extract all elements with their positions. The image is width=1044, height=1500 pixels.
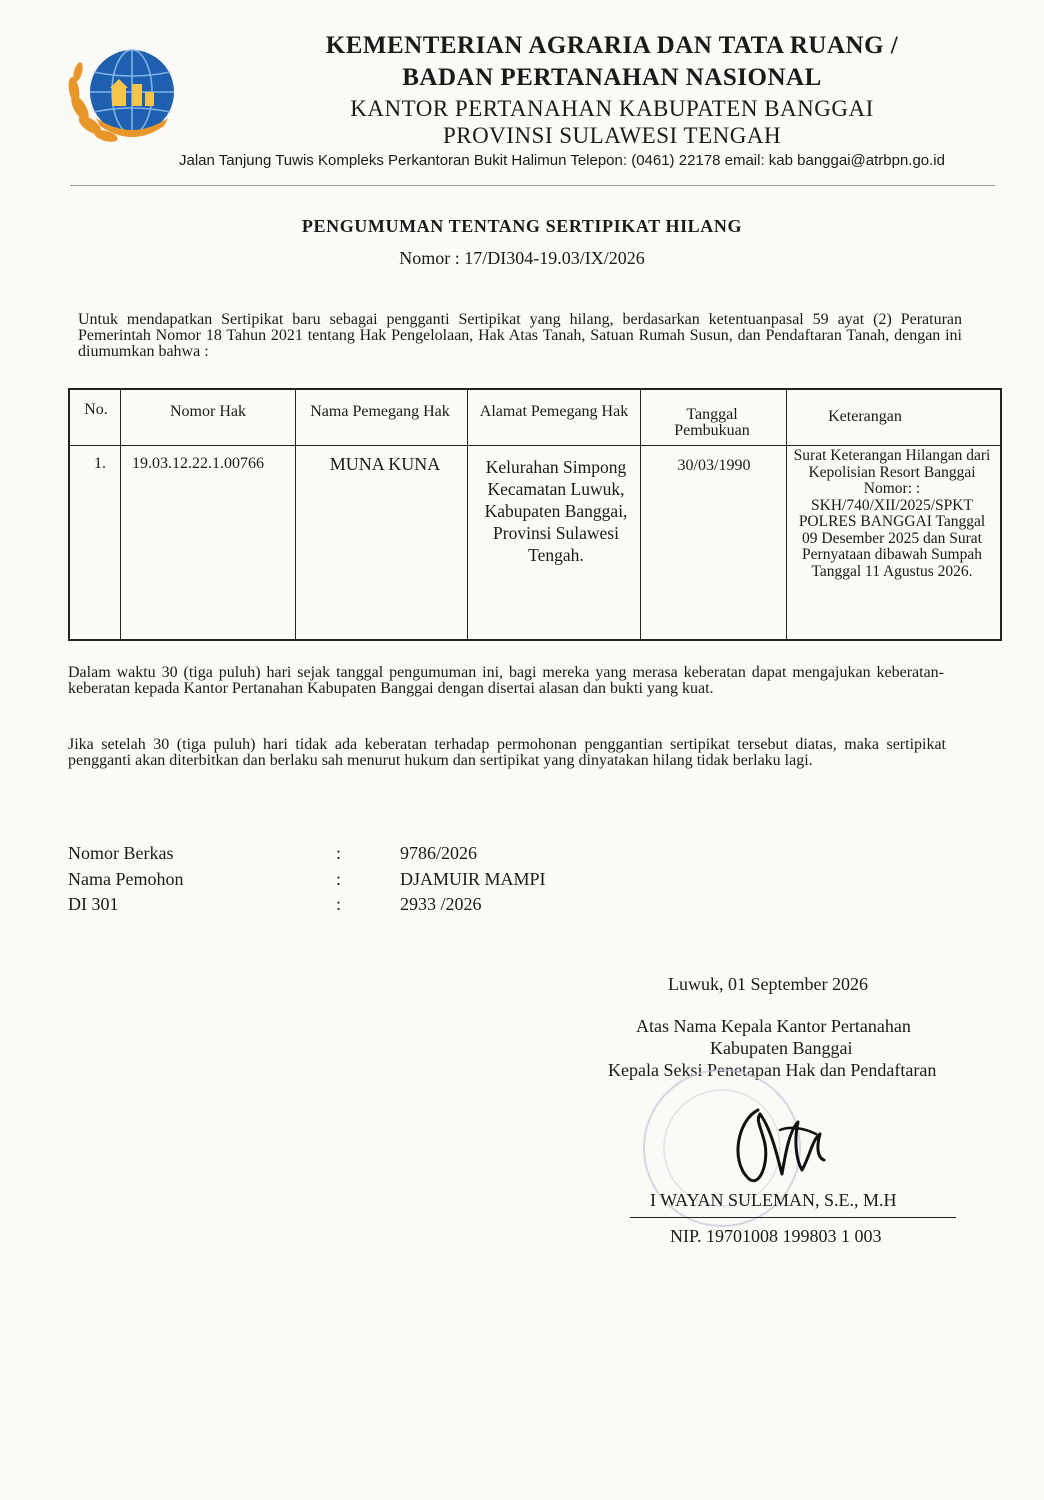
row-nama-pemegang: MUNA KUNA: [329, 454, 441, 474]
document-number: Nomor : 17/DI304-19.03/IX/2026: [399, 248, 645, 268]
row-keterangan: Surat Keterangan Hilangan dari Kepolisian Resort Banggai Nomor: : SKH/740/XII/2025/SPKT POLRES BANGGAI Tanggal 09 Desember 2025 dan Surat Pernyataan dibawah Sumpah Tanggal 11 Agustus 2026.: [793, 447, 991, 580]
handwritten-signature: [720, 1100, 840, 1190]
info-label: DI 301: [68, 894, 119, 914]
table-divider: [640, 390, 641, 639]
info-value: DJAMUIR MAMPI: [400, 868, 546, 889]
header-nama-pemegang: Nama Pemegang Hak: [310, 403, 450, 420]
info-label: Nama Pemohon: [68, 868, 184, 889]
letterhead-address: Jalan Tanjung Tuwis Kompleks Perkantoran Bukit Halimun Telepon: (0461) 22178 email: kab banggai@atrbpn.go.id: [179, 152, 945, 169]
certificate-table: [68, 388, 1002, 641]
signatory-line-1: Atas Nama Kepala Kantor Pertanahan: [636, 1016, 911, 1036]
objection-paragraph: Dalam waktu 30 (tiga puluh) hari sejak tanggal pengumuman ini, bagi mereka yang merasa keberatan dapat mengajukan keberatan-keberatan kepada Kantor Pertanahan Kabupaten Banggai dengan disertai alasan dan bukti yang kuat.: [68, 664, 944, 697]
info-colon: :: [336, 843, 342, 863]
signature-underline: [630, 1217, 956, 1218]
info-value: 9786/2026: [400, 843, 478, 863]
header-keterangan: Keterangan: [828, 408, 902, 425]
header-nomor-hak: Nomor Hak: [170, 403, 246, 420]
info-colon: :: [336, 868, 342, 889]
letterhead-agency: BADAN PERTANAHAN NASIONAL: [402, 64, 822, 91]
header-alamat-pemegang: Alamat Pemegang Hak: [479, 403, 629, 420]
table-header-divider: [70, 445, 1000, 446]
header-no: No.: [84, 401, 108, 418]
signatory-name: I WAYAN SULEMAN, S.E., M.H: [650, 1190, 897, 1210]
validity-paragraph: Jika setelah 30 (tiga puluh) hari tidak ada keberatan terhadap permohonan penggantian sertipikat tersebut diatas, maka sertipikat pengganti akan diterbitkan dan berlaku sah menurut hukum dan sertipikat yang dinyatakan hilang tidak berlaku lagi.: [68, 736, 946, 769]
row-alamat-pemegang: Kelurahan Simpong Kecamatan Luwuk, Kabupaten Banggai, Provinsi Sulawesi Tengah.: [484, 457, 628, 565]
table-divider: [295, 390, 296, 639]
info-value: 2933 /2026: [400, 894, 482, 914]
info-colon: :: [336, 894, 342, 914]
letterhead-office: KANTOR PERTANAHAN KABUPATEN BANGGAI: [350, 96, 874, 121]
row-tanggal: 30/03/1990: [677, 457, 751, 474]
letterhead-ministry: KEMENTERIAN AGRARIA DAN TATA RUANG /: [325, 32, 899, 59]
letterhead-divider: [70, 185, 995, 186]
document-title: PENGUMUMAN TENTANG SERTIPIKAT HILANG: [301, 216, 743, 236]
table-divider: [467, 390, 468, 639]
info-label: Nomor Berkas: [68, 843, 174, 863]
signatory-nip: NIP. 19701008 199803 1 003: [670, 1226, 882, 1246]
table-divider: [120, 390, 121, 639]
row-nomor-hak: 19.03.12.22.1.00766: [132, 455, 264, 472]
place-date: Luwuk, 01 September 2026: [668, 974, 868, 994]
row-no: 1.: [94, 455, 106, 472]
header-tanggal: Tanggal Pembukuan: [674, 406, 750, 439]
table-divider: [786, 390, 787, 639]
intro-paragraph: Untuk mendapatkan Sertipikat baru sebagai pengganti Sertipikat yang hilang, berdasarkan ketentuanpasal 59 ayat (2) Peraturan Pemerintah Nomor 18 Tahun 2021 tentang Hak Pengelolaan, Hak Atas Tanah, Satuan Rumah Susun, dan Pendaftaran Tanah, dengan ini diumumkan bahwa :: [78, 311, 962, 360]
signatory-line-2: Kabupaten Banggai: [710, 1038, 853, 1058]
letterhead-province: PROVINSI SULAWESI TENGAH: [442, 123, 782, 148]
signatory-position: Kepala Seksi Penetapan Hak dan Pendaftaran: [608, 1060, 937, 1080]
